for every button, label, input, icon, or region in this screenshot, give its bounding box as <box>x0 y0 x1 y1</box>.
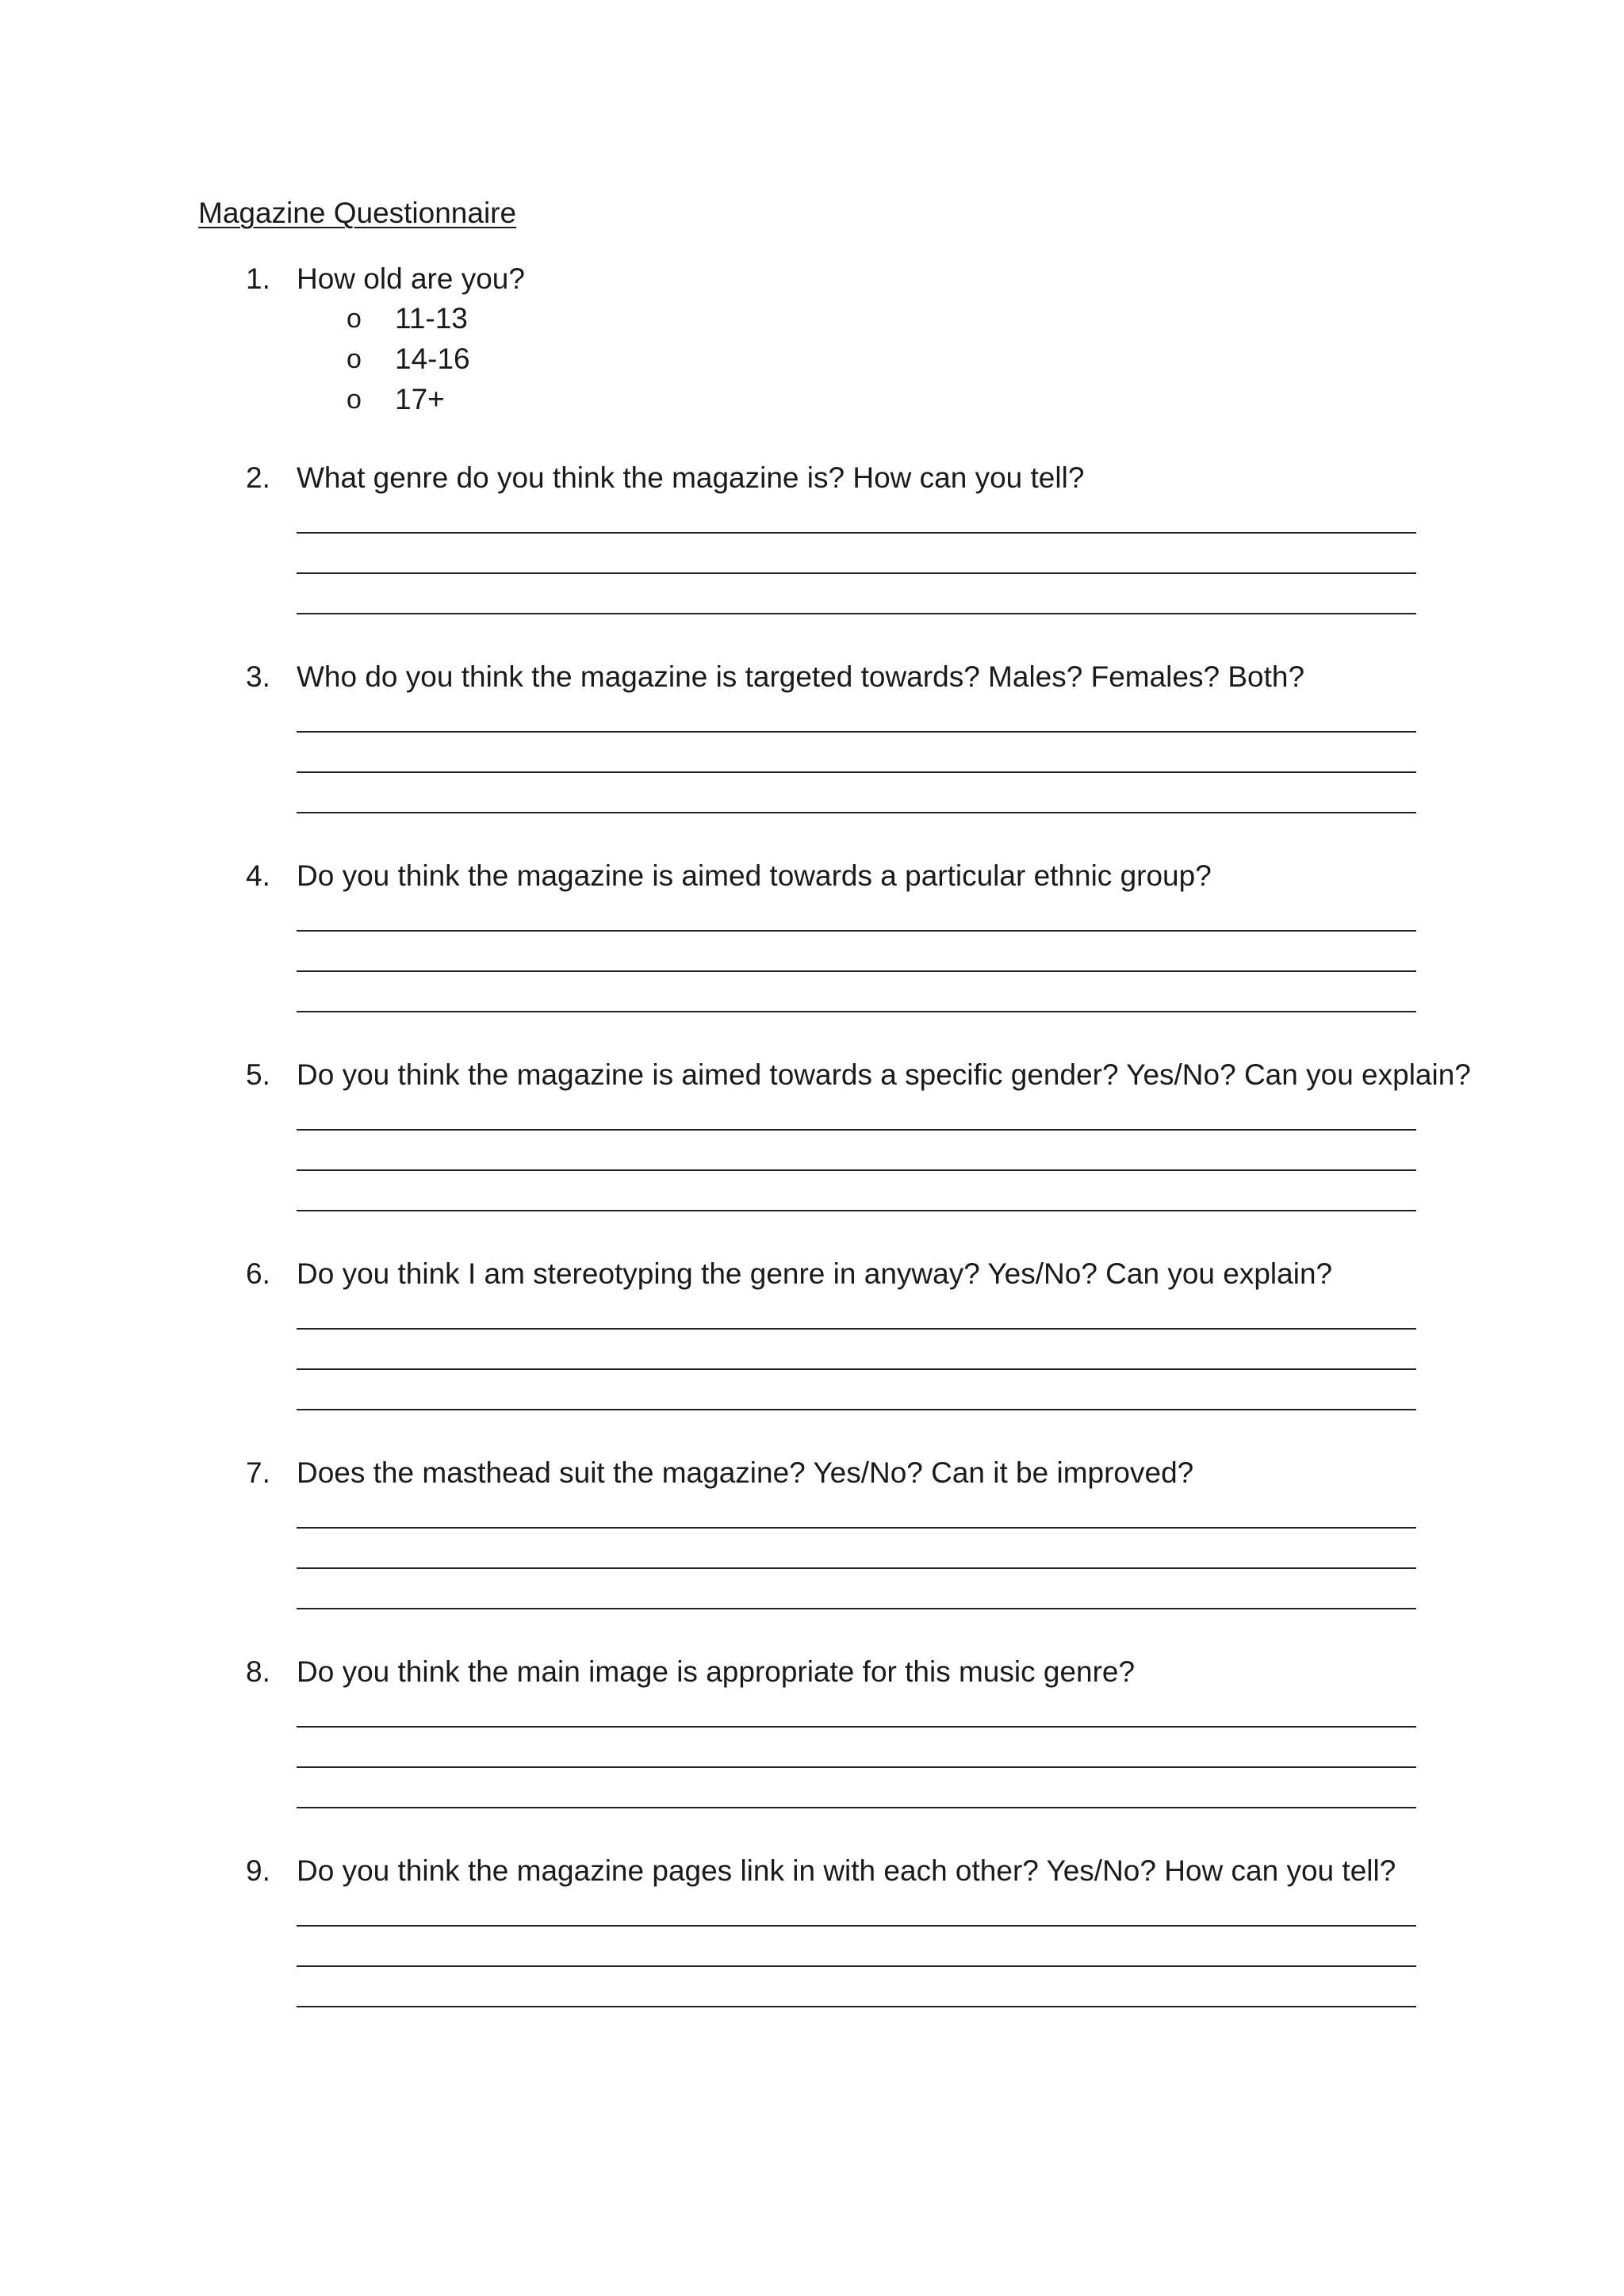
question-row <box>0 1851 1624 1891</box>
question-text: What genre do you think the magazine is? How can you tell? <box>297 461 1085 494</box>
question-text: Does the masthead suit the magazine? Yes/No? Can it be improved? <box>297 1456 1194 1489</box>
answer-line[interactable] <box>297 970 1416 972</box>
answer-line[interactable] <box>297 1210 1416 1211</box>
answer-line[interactable] <box>297 1726 1416 1728</box>
answer-line[interactable] <box>297 1328 1416 1330</box>
question-text: Do you think the magazine pages link in with each other? Yes/No? How can you tell? <box>297 1854 1396 1887</box>
question-number: 3. <box>246 660 270 693</box>
answer-line[interactable] <box>297 1169 1416 1171</box>
answer-line[interactable] <box>297 930 1416 932</box>
age-option-17-plus[interactable] <box>0 380 1624 419</box>
question-number: 1. <box>246 262 270 295</box>
option-bullet-icon: o <box>347 344 362 374</box>
answer-line[interactable] <box>297 1011 1416 1012</box>
answer-line[interactable] <box>297 1965 1416 1967</box>
answer-line[interactable] <box>297 1766 1416 1768</box>
question-number: 2. <box>246 461 270 494</box>
option-label: 17+ <box>395 383 445 415</box>
question-row <box>0 657 1624 697</box>
question-row <box>0 1652 1624 1692</box>
question-row <box>0 1453 1624 1493</box>
question-row <box>0 856 1624 896</box>
question-number: 7. <box>246 1456 270 1489</box>
question-text: Who do you think the magazine is targeted towards? Males? Females? Both? <box>297 660 1305 693</box>
question-text: Do you think the magazine is aimed towards a particular ethnic group? <box>297 859 1212 892</box>
answer-line[interactable] <box>297 1608 1416 1609</box>
answer-line[interactable] <box>297 812 1416 813</box>
question-text: Do you think I am stereotyping the genre in anyway? Yes/No? Can you explain? <box>297 1257 1333 1290</box>
answer-line[interactable] <box>297 1807 1416 1808</box>
option-bullet-icon: o <box>347 385 362 415</box>
question-text: Do you think the main image is appropriate for this music genre? <box>297 1655 1136 1688</box>
question-number: 6. <box>246 1257 270 1290</box>
question-text: Do you think the magazine is aimed towards a specific gender? Yes/No? Can you explain? <box>297 1058 1471 1091</box>
answer-line[interactable] <box>297 1567 1416 1569</box>
answer-line[interactable] <box>297 613 1416 614</box>
answer-line[interactable] <box>297 1527 1416 1529</box>
question-row <box>0 1055 1624 1095</box>
question-number: 5. <box>246 1058 270 1091</box>
option-label: 14-16 <box>395 342 470 375</box>
answer-line[interactable] <box>297 731 1416 733</box>
answer-line[interactable] <box>297 532 1416 534</box>
answer-line[interactable] <box>297 771 1416 773</box>
question-row <box>0 259 1624 299</box>
option-label: 11-13 <box>395 302 468 335</box>
answer-line[interactable] <box>297 1368 1416 1370</box>
age-option-14-16[interactable] <box>0 339 1624 379</box>
answer-line[interactable] <box>297 1925 1416 1927</box>
answer-line[interactable] <box>297 2006 1416 2007</box>
question-text: How old are you? <box>297 262 525 295</box>
age-option-11-13[interactable] <box>0 299 1624 339</box>
option-bullet-icon: o <box>347 304 362 334</box>
question-number: 4. <box>246 859 270 892</box>
answer-line[interactable] <box>297 1409 1416 1410</box>
answer-line[interactable] <box>297 572 1416 574</box>
answer-line[interactable] <box>297 1129 1416 1131</box>
question-row <box>0 1254 1624 1294</box>
question-number: 8. <box>246 1655 270 1688</box>
document-title: Magazine Questionnaire <box>198 197 517 229</box>
question-number: 9. <box>246 1854 270 1887</box>
question-row <box>0 458 1624 498</box>
